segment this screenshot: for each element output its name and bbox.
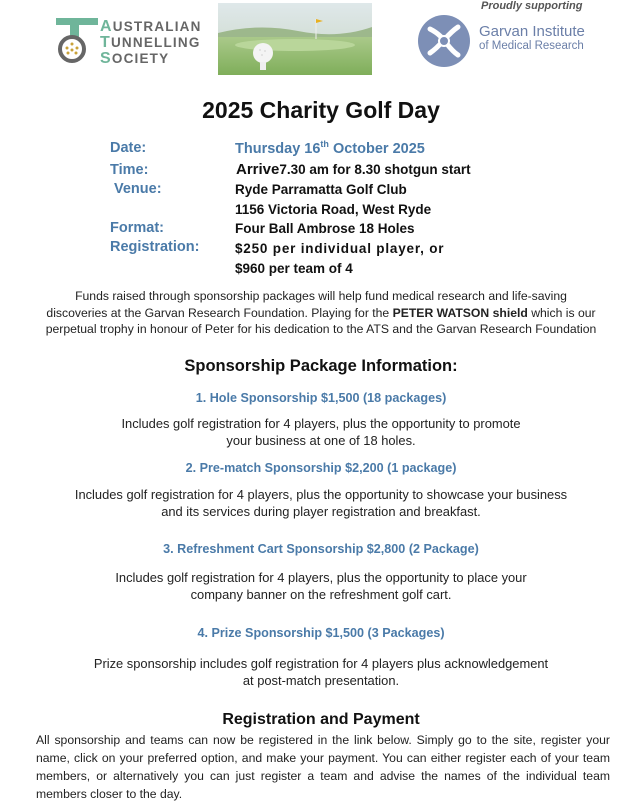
ats-word-tunnelling: UNNELLING — [110, 35, 201, 50]
intro-line-2-post: which is our — [527, 305, 596, 320]
package-desc-3-line-1: Includes golf registration for 4 players, plus the opportunity to place your — [115, 570, 527, 585]
package-desc-2-line-1: Includes golf registration for 4 players, plus the opportunity to showcase your business — [74, 487, 568, 502]
sponsorship-heading: Sponsorship Package Information: — [184, 357, 458, 375]
venue-line-1: Ryde Parramatta Golf Club — [235, 182, 407, 197]
ats-logo-text — [100, 19, 202, 67]
registration-label: Registration: — [110, 239, 200, 255]
date-label: Date: — [110, 140, 147, 156]
registration-heading: Registration and Payment — [222, 711, 420, 728]
package-desc-4-line-2: at post-match presentation. — [242, 673, 400, 688]
time-value — [236, 161, 471, 178]
package-desc-1-line-2: your business at one of 18 holes. — [226, 433, 416, 448]
garvan-subname: of Medical Research — [479, 40, 584, 52]
intro-paragraph — [10, 288, 632, 338]
registration-text: All sponsorship and teams can now be registered in the link below. Simply go to the site, register your name, click on your preferred option, and make your payment. You can either register each of your team members, or alternatively you can just register a team and advise the names of the individual team members closer to the day. — [36, 733, 610, 801]
package-desc-4-line-1: Prize sponsorship includes golf registration for 4 players plus acknowledgement — [93, 656, 549, 671]
package-desc-4 — [20, 655, 622, 689]
ats-logo — [56, 16, 206, 68]
format-value: Four Ball Ambrose 18 Holes — [235, 221, 415, 236]
intro-line-2 — [10, 305, 632, 322]
garvan-tagline: Proudly supporting — [481, 0, 583, 12]
package-desc-2 — [20, 486, 622, 520]
package-desc-3 — [20, 569, 622, 603]
date-value-pre: Thursday 16 — [235, 140, 321, 157]
registration-line-2: $960 per team of 4 — [235, 261, 353, 276]
registration-line-1: $250 per individual player, or — [235, 241, 445, 256]
time-value-arrive: Arrive — [236, 161, 280, 178]
package-title-4: 4. Prize Sponsorship $1,500 (3 Packages) — [197, 626, 445, 640]
ats-initial-s: S — [100, 50, 112, 67]
package-desc-1-line-1: Includes golf registration for 4 players, plus the opportunity to promote — [121, 416, 521, 431]
ats-word-society: OCIETY — [111, 51, 170, 66]
golf-course-photo — [218, 3, 372, 75]
intro-line-2-pre: discoveries at the Garvan Research Foundation. Playing for the — [46, 305, 393, 320]
ats-initial-t: T — [100, 34, 111, 51]
date-value-sup: th — [320, 139, 329, 149]
package-title-2: 2. Pre-match Sponsorship $2,200 (1 package) — [185, 461, 457, 475]
package-desc-2-line-2: and its services during player registration and breakfast. — [161, 504, 481, 519]
time-value-rest: 7.30 am for 8.30 shotgun start — [279, 162, 471, 177]
date-value — [235, 139, 425, 157]
ats-word-australian: USTRALIAN — [112, 19, 202, 34]
intro-line-1: Funds raised through sponsorship packages will help fund medical research and life-saving — [75, 289, 567, 303]
ats-logo-dots-icon — [63, 40, 81, 58]
package-desc-3-line-2: company banner on the refreshment golf cart. — [190, 587, 452, 602]
ats-initial-a: A — [100, 18, 113, 35]
venue-label: Venue: — [114, 181, 162, 197]
package-title-3: 3. Refreshment Cart Sponsorship $2,800 (2 Package) — [163, 542, 479, 556]
intro-line-2-bold: PETER WATSON shield — [392, 305, 528, 320]
package-title-1: 1. Hole Sponsorship $1,500 (18 packages) — [195, 391, 447, 405]
venue-line-2: 1156 Victoria Road, West Ryde — [235, 202, 432, 217]
time-label: Time: — [110, 162, 149, 178]
date-value-post: October 2025 — [328, 140, 425, 157]
page-title: 2025 Charity Golf Day — [202, 97, 440, 123]
garvan-name: Garvan Institute — [479, 23, 585, 40]
format-label: Format: — [110, 220, 164, 236]
garvan-logo-icon — [416, 13, 472, 69]
package-desc-1 — [20, 415, 622, 449]
intro-line-3: perpetual trophy in honour of Peter for his dedication to the ATS and the Garvan Research Foundation — [45, 322, 597, 336]
